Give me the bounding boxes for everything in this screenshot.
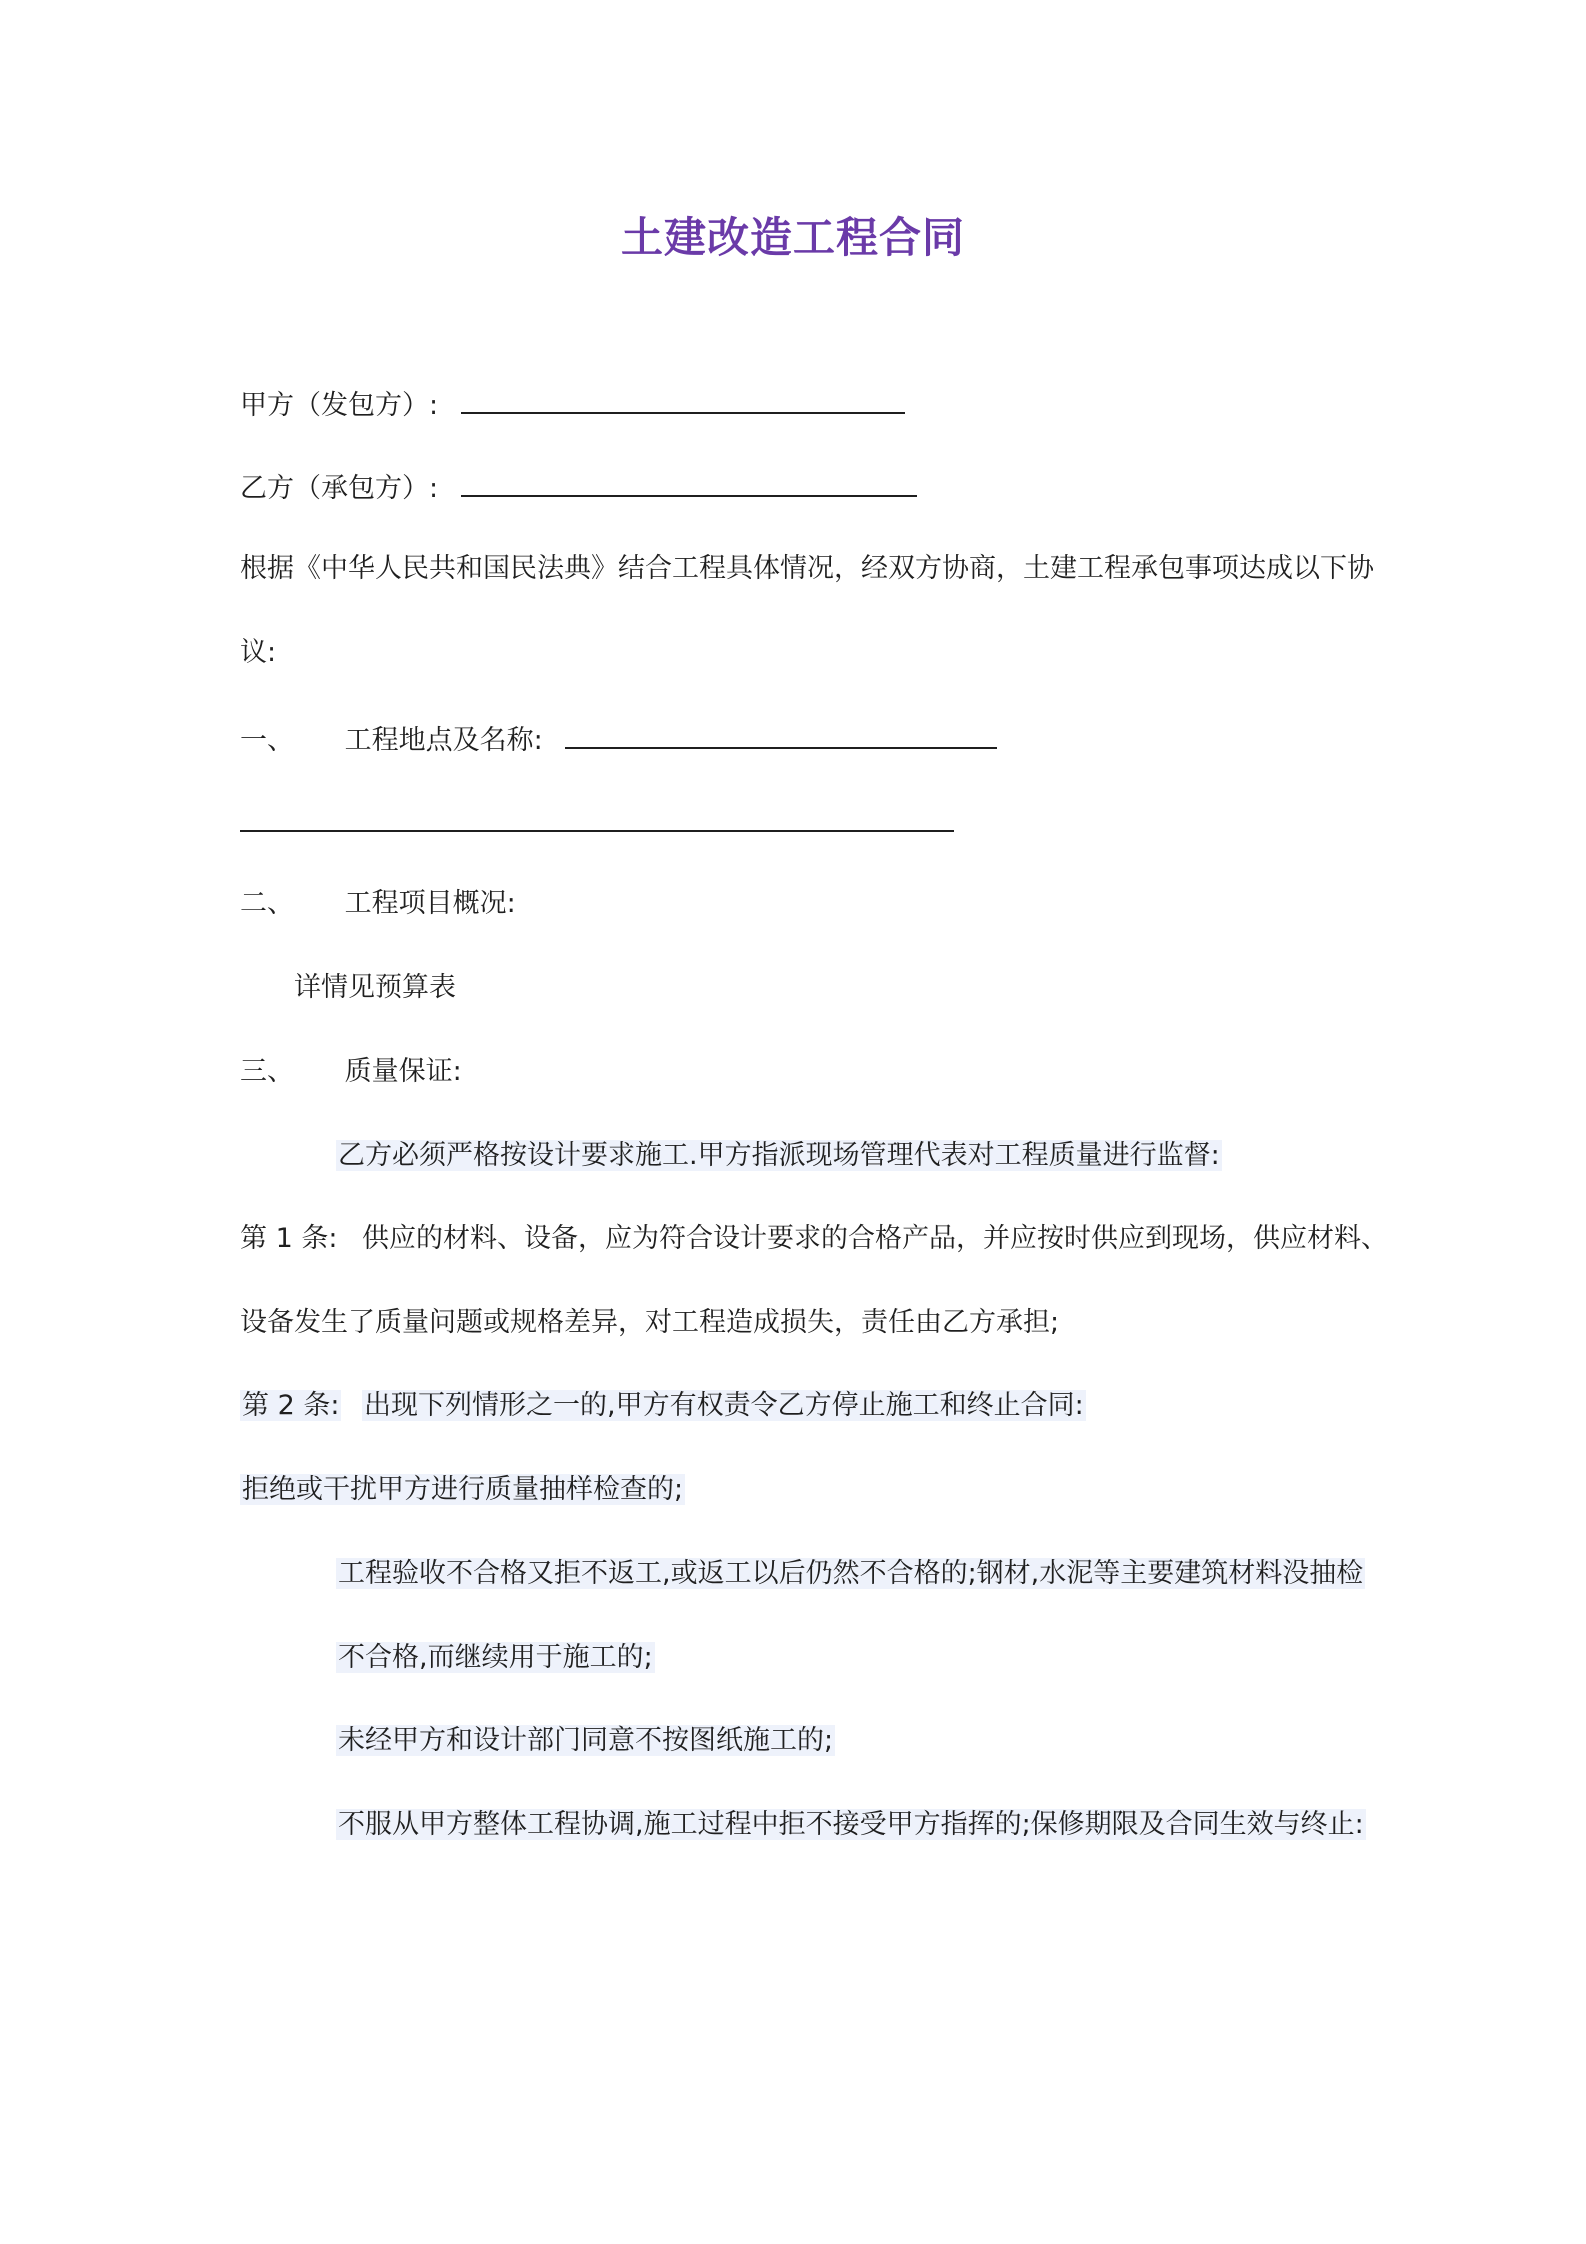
party-a-blank[interactable]: [461, 382, 905, 414]
section-1-number: 一、: [240, 725, 294, 756]
section-2-row: [240, 884, 516, 924]
party-b-blank[interactable]: [461, 465, 917, 497]
section-3-paragraph: [336, 1136, 1222, 1176]
condition-item-2-text-1: 工程验收不合格又拒不返工,或返工以后仍然不合格的;钢材,水泥等主要建筑材料没抽检: [338, 1558, 1364, 1589]
party-a-row: [240, 382, 905, 426]
party-a-label: 甲方（发包方）:: [240, 390, 439, 421]
section-1-label: 工程地点及名称:: [344, 725, 543, 756]
section-3-text: 乙方必须严格按设计要求施工.甲方指派现场管理代表对工程质量进行监督:: [338, 1140, 1220, 1171]
condition-item-4: [336, 1805, 1366, 1845]
section-3-row: [240, 1052, 462, 1092]
article-2-text: 出现下列情形之一的,甲方有权责令乙方停止施工和终止合同:: [364, 1390, 1084, 1421]
article-2-row: [240, 1386, 1086, 1426]
article-2-label: 第 2 条:: [242, 1390, 340, 1421]
article-1-row: [240, 1219, 1388, 1259]
condition-item-2-line-2: [336, 1638, 655, 1678]
intro-line-2: 议:: [240, 637, 277, 668]
document-title: 土建改造工程合同: [620, 213, 965, 262]
section-2-detail: 详情见预算表: [294, 972, 456, 1003]
section-2-label: 工程项目概况:: [344, 888, 516, 919]
intro-line-1: 根据《中华人民共和国民法典》结合工程具体情况，经双方协商，土建工程承包事项达成以下协: [240, 553, 1374, 584]
condition-item-1: [240, 1470, 685, 1510]
section-3-number: 三、: [240, 1056, 294, 1087]
section-1-row: [240, 717, 997, 761]
condition-item-3-text: 未经甲方和设计部门同意不按图纸施工的;: [338, 1725, 834, 1756]
project-name-row: [240, 800, 954, 844]
condition-item-4-text: 不服从甲方整体工程协调,施工过程中拒不接受甲方指挥的;保修期限及合同生效与终止:: [338, 1809, 1364, 1840]
party-b-label: 乙方（承包方）:: [240, 473, 439, 504]
condition-item-2-text-2: 不合格,而继续用于施工的;: [338, 1642, 653, 1673]
condition-item-3: [336, 1721, 835, 1761]
condition-item-1-text: 拒绝或干扰甲方进行质量抽样检查的;: [242, 1474, 684, 1505]
article-1-text-2: 设备发生了质量问题或规格差异，对工程造成损失，责任由乙方承担;: [240, 1307, 1060, 1338]
section-3-label: 质量保证:: [344, 1056, 462, 1087]
party-b-row: [240, 465, 917, 509]
condition-item-2-line-1: [336, 1554, 1365, 1594]
article-1-label: 第 1 条:: [240, 1223, 338, 1254]
article-1-text-1: 供应的材料、设备，应为符合设计要求的合格产品，并应按时供应到现场，供应材料、: [362, 1223, 1389, 1254]
project-name-blank[interactable]: [240, 800, 954, 832]
section-2-number: 二、: [240, 888, 294, 919]
project-location-blank[interactable]: [565, 717, 997, 749]
